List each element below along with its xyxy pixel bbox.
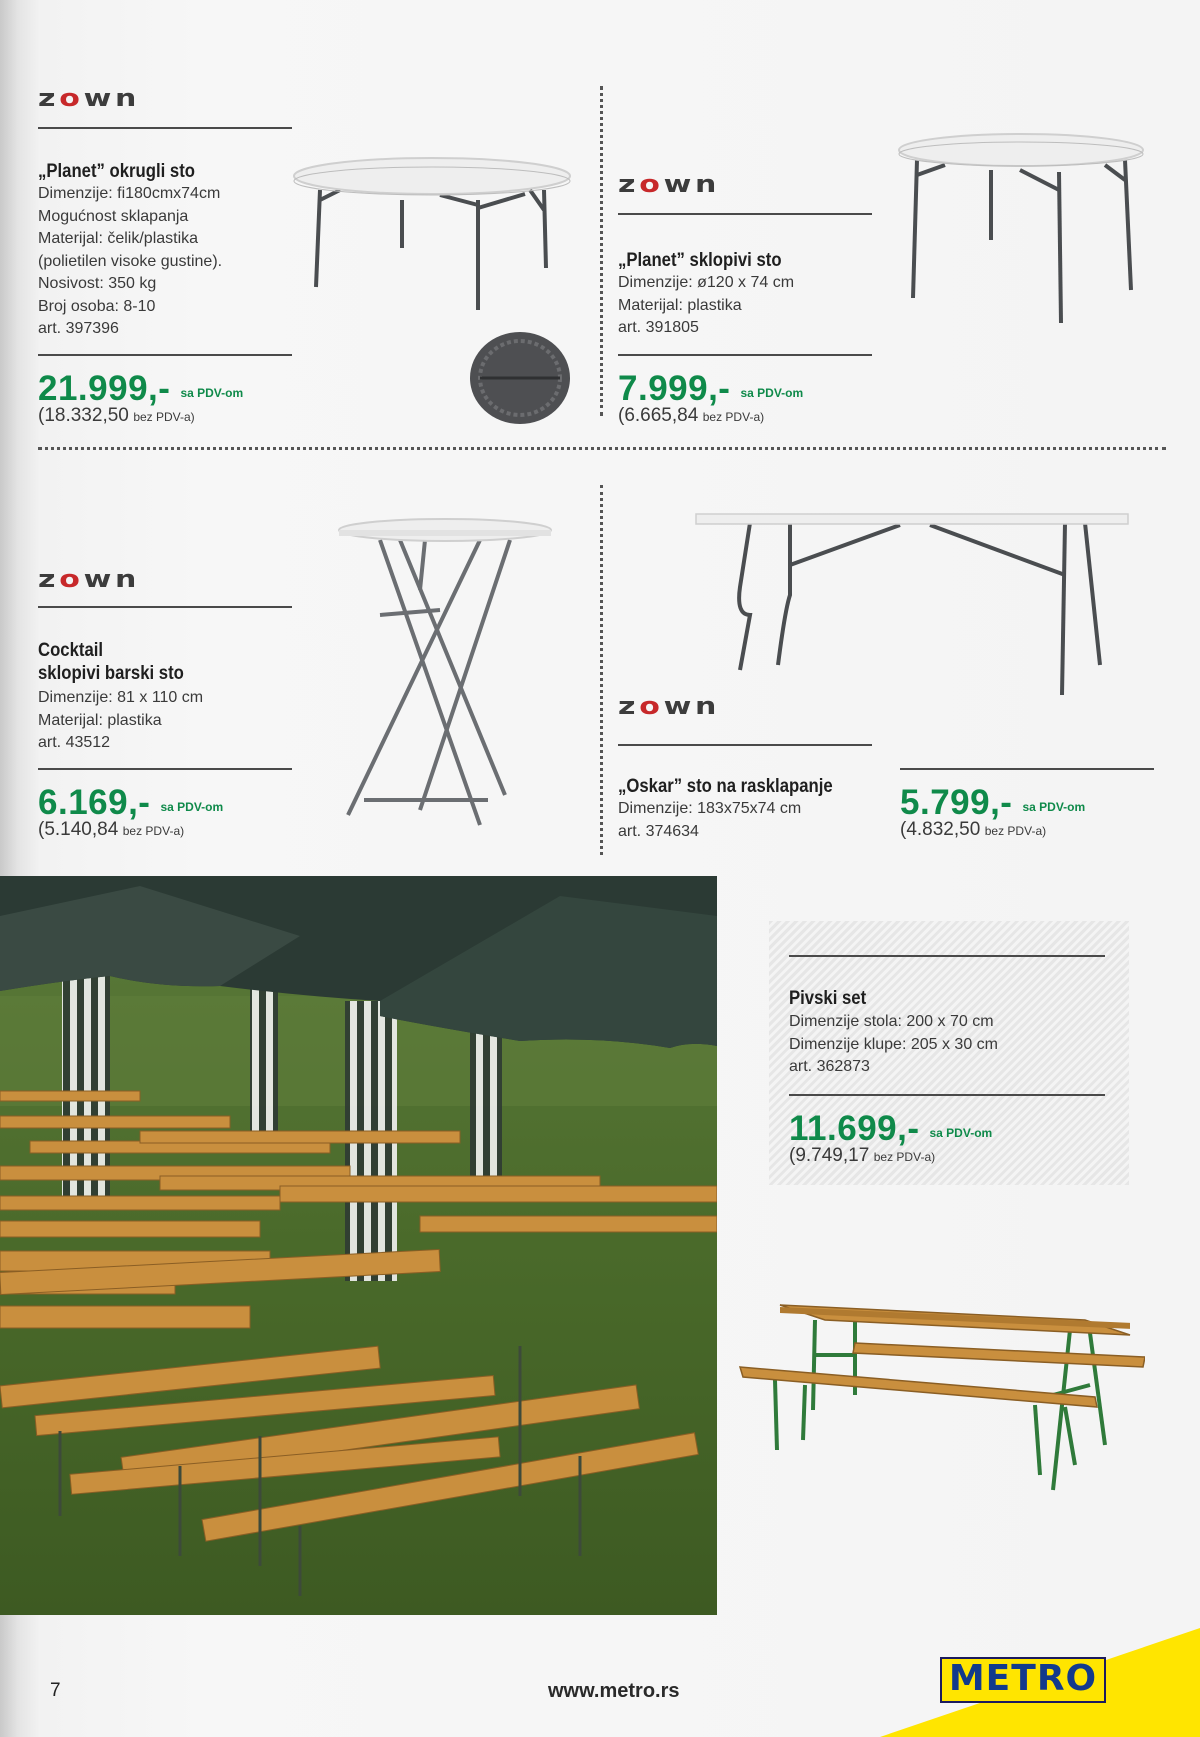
price xyxy=(618,369,804,408)
spec-line: Dimenzije: fi180cmx74cm xyxy=(38,185,221,202)
product-title: Pivski set xyxy=(789,988,867,1009)
spec-line: Broj osoba: 8-10 xyxy=(38,297,156,315)
net-price-value: (18.332,50 xyxy=(38,405,129,426)
net-label: bez PDV-a) xyxy=(984,824,1047,838)
net-price xyxy=(789,1145,935,1167)
product-specs xyxy=(618,272,794,340)
spec-line: Materijal: plastika xyxy=(38,711,162,729)
brand-logo xyxy=(618,172,720,196)
vat-label: sa PDV-om xyxy=(740,386,804,400)
divider xyxy=(38,606,292,608)
net-price-value: (9.749,17 xyxy=(789,1145,870,1166)
net-label: bez PDV-a) xyxy=(873,1150,936,1164)
beer-garden-photo xyxy=(0,876,717,1615)
product-specs xyxy=(38,183,222,341)
product-title: „Planet” sklopivi sto xyxy=(618,250,782,271)
spec-line: Dimenzije: 81 x 110 cm xyxy=(38,689,204,706)
divider xyxy=(618,744,872,746)
spec-line: Materijal: plastika xyxy=(618,296,742,314)
separator xyxy=(600,86,603,416)
website-link[interactable]: www.metro.rs xyxy=(548,1680,680,1702)
spec-line: Nosivost: 350 kg xyxy=(38,275,157,292)
brand-logo-text: zown xyxy=(38,565,141,593)
vat-label: sa PDV-om xyxy=(180,386,244,400)
price-value: 11.699,- xyxy=(789,1109,920,1148)
brand-logo xyxy=(618,694,720,718)
spec-line: art. 391805 xyxy=(618,319,699,336)
price-value: 5.799,- xyxy=(900,783,1013,822)
brand-logo xyxy=(38,567,140,591)
price xyxy=(789,1109,993,1148)
spec-line: Mogućnost sklapanja xyxy=(38,207,189,225)
folding-table-image xyxy=(895,130,1155,330)
vat-label: sa PDV-om xyxy=(160,800,224,814)
brand-logo-text: zown xyxy=(38,84,141,112)
separator xyxy=(600,485,603,855)
net-price xyxy=(38,405,195,427)
brand-logo-text: zown xyxy=(618,170,721,198)
product-specs xyxy=(789,1011,998,1079)
spec-line: Dimenzije: 183x75x74 cm xyxy=(618,800,802,817)
spec-line: (polietilen visoke gustine). xyxy=(38,252,223,270)
price xyxy=(38,369,244,408)
net-price-value: (4.832,50 xyxy=(900,819,981,840)
spec-line: Dimenzije: ø120 x 74 cm xyxy=(618,274,795,291)
divider xyxy=(900,768,1154,770)
net-price xyxy=(618,405,764,427)
net-label: bez PDV-a) xyxy=(702,410,765,424)
spec-line: Dimenzije klupe: 205 x 30 cm xyxy=(789,1035,998,1053)
title-line: Cocktail xyxy=(38,640,104,661)
price xyxy=(38,783,224,822)
price-value: 6.169,- xyxy=(38,783,151,822)
spec-line: art. 43512 xyxy=(38,734,111,751)
spec-line: art. 397396 xyxy=(38,320,119,337)
divider xyxy=(789,1094,1105,1096)
vat-label: sa PDV-om xyxy=(1022,800,1086,814)
divider xyxy=(618,213,872,215)
bar-table-image xyxy=(330,515,560,830)
net-price xyxy=(38,819,184,841)
brand-logo-text: zown xyxy=(618,692,721,720)
spec-line: art. 374634 xyxy=(618,822,699,840)
vat-label: sa PDV-om xyxy=(929,1126,993,1140)
price xyxy=(900,783,1086,822)
divider xyxy=(38,127,292,129)
product-title: „Planet” okrugli sto xyxy=(38,161,196,182)
separator xyxy=(38,447,1166,450)
net-price xyxy=(900,819,1046,841)
product-specs xyxy=(618,798,801,843)
divider xyxy=(38,354,292,356)
long-table-image xyxy=(690,505,1135,705)
beer-set-image xyxy=(735,1295,1145,1495)
brand-logo xyxy=(38,86,140,110)
price-value: 21.999,- xyxy=(38,369,171,408)
divider xyxy=(618,354,872,356)
net-price-value: (6.665,84 xyxy=(618,405,699,426)
spec-line: Dimenzije stola: 200 x 70 cm xyxy=(789,1013,994,1030)
divider xyxy=(789,955,1105,957)
net-label: bez PDV-a) xyxy=(133,410,195,424)
divider xyxy=(38,768,292,770)
net-label: bez PDV-a) xyxy=(122,824,185,838)
product-specs xyxy=(38,687,203,755)
price-value: 7.999,- xyxy=(618,369,731,408)
spec-line: Materijal: čelik/plastika xyxy=(38,230,199,247)
net-price-value: (5.140,84 xyxy=(38,819,119,840)
metro-logo: METRO xyxy=(940,1657,1106,1703)
product-title xyxy=(38,639,184,685)
round-table-image xyxy=(290,150,580,430)
product-title: „Oskar” sto na rasklapanje xyxy=(618,776,833,797)
spec-line: art. 362873 xyxy=(789,1058,870,1075)
title-line: sklopivi barski sto xyxy=(38,663,184,684)
page-number: 7 xyxy=(50,1680,61,1701)
